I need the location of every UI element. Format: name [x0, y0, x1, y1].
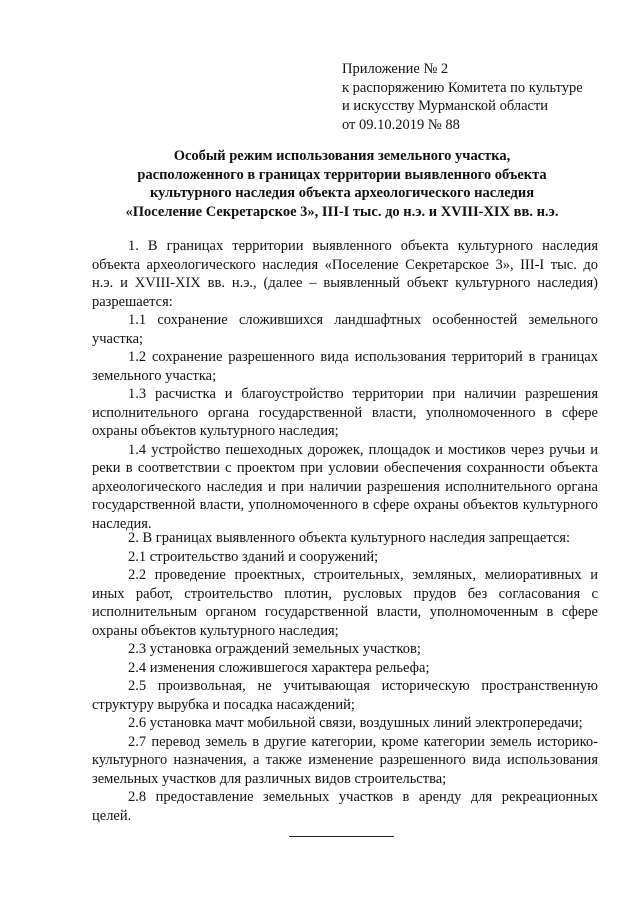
title-line-1: Особый режим использования земельного участка,: [173, 148, 511, 164]
section-1-item-4: 1.4 устройство пешеходных дорожек, площадок и мостиков через ручьи и реки в соответствии с проектом при условии обеспечения сохранности объекта археологического наследия и при наличии разрешения исполнительного органа государственной власти, уполномоченного в сфере охраны объектов культурного наследия.: [92, 441, 598, 532]
section-2-item-2: 2.2 проведение проектных, строительных, земляных, мелиоративных и иных работ, строительство плотин, русловых прудов без согласования с исполнительным органом государственной власти, уполномоченным в сфере охраны объектов культурного наследия;: [92, 567, 598, 639]
section-1-item-1: 1.1 сохранение сложившихся ландшафтных особенностей земельного участка;: [92, 312, 598, 347]
section-2-item-6: 2.6 установка мачт мобильной связи, воздушных линий электропередачи;: [128, 715, 583, 731]
section-2: [92, 529, 598, 825]
section-2-item-4: 2.4 изменения сложившегося характера рельефа;: [128, 659, 430, 676]
appendix-number: Приложение № 2: [342, 61, 449, 77]
section-2-item-5: 2.5 произвольная, не учитывающая историческую пространственную структуру вырубка и посадка насаждений;: [92, 678, 598, 713]
section-2-intro: 2. В границах выявленного объекта культурного наследия запрещается:: [128, 530, 570, 546]
section-1-intro: 1. В границах территории выявленного объекта культурного наследия объекта археологического наследия «Поселение Секретарское 3», III-I тыс. до н.э. и XVIII-XIX вв. н.э., (далее – выявленный объект культурного наследия) разрешается:: [92, 238, 598, 310]
section-1-item-2: 1.2 сохранение разрешенного вида использования территорий в границах земельного участка;: [92, 349, 598, 384]
title-line-2: расположенного в границах территории выявленного объекта: [137, 166, 547, 183]
section-2-item-8: 2.8 предоставление земельных участков в аренду для рекреационных целей.: [92, 789, 598, 824]
footer-divider: [289, 836, 394, 837]
section-2-item-3: 2.3 установка ограждений земельных участков;: [128, 641, 421, 657]
section-2-item-1: 2.1 строительство зданий и сооружений;: [128, 548, 379, 565]
title-line-4: «Поселение Секретарское 3», III-I тыс. до н.э. и XVIII-XIX вв. н.э.: [125, 203, 559, 220]
title-line-3: культурного наследия объекта археологического наследия: [149, 185, 535, 201]
section-1-item-3: 1.3 расчистка и благоустройство территории при наличии разрешения исполнительного органа государственной власти, уполномоченного в сфере охраны объектов культурного наследия;: [92, 386, 598, 439]
section-2-item-7: 2.7 перевод земель в другие категории, кроме категории земель историко-культурного назначения, а также изменение разрешенного вида использования земельных участков для различных видов строительства;: [92, 733, 598, 787]
appendix-date-line: от 09.10.2019 № 88: [342, 116, 460, 133]
appendix-authority-line: и искусству Мурманской области: [342, 98, 549, 114]
appendix-block: [342, 60, 612, 134]
document-title: [92, 147, 592, 221]
appendix-order-line: к распоряжению Комитета по культуре: [342, 79, 583, 96]
section-1: [92, 237, 598, 533]
